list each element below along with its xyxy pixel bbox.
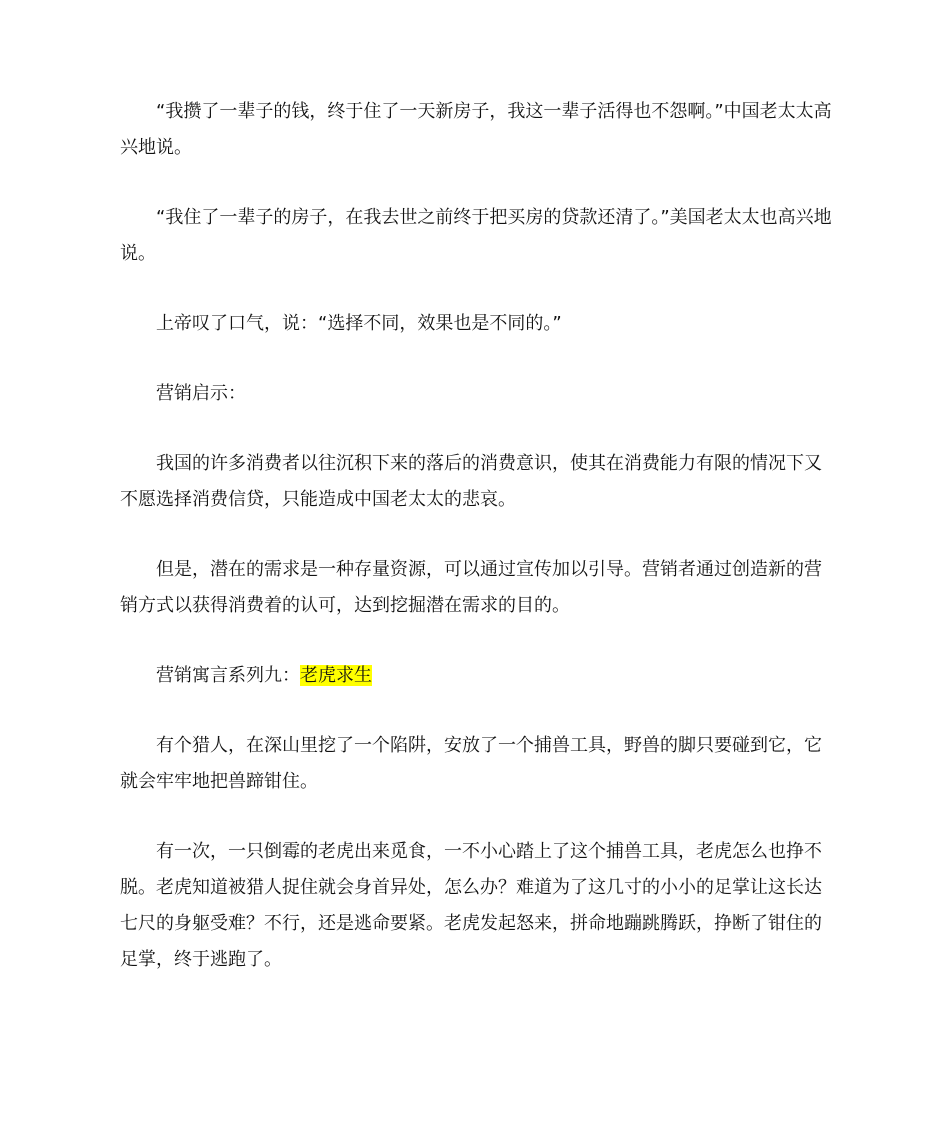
paragraph-latent-demand: 但是，潜在的需求是一种存量资源，可以通过宣传加以引导。营销者通过创造新的营销方式以获得消费着的认可，达到挖掘潜在需求的目的。 (120, 559, 822, 616)
section-heading (120, 658, 832, 694)
paragraph-marketing-insight-label: 营销启示： (156, 383, 246, 404)
paragraph-tiger-escape: 有一次，一只倒霉的老虎出来觅食，一不小心踏上了这个捕兽工具，老虎怎么也挣不脱。老虎知道被猎人捉住就会身首异处，怎么办？难道为了这几寸的小小的足掌让这长达七尺的身躯受难？不行，还是逃命要紧。老虎发起怒来，拼命地蹦跳腾跃，挣断了钳住的足掌，终于逃跑了。 (120, 841, 822, 970)
paragraph-american-grandma: “我住了一辈子的房子，在我去世之前终于把买房的贷款还清了。”美国老太太也高兴地说。 (120, 207, 832, 264)
document-body (120, 94, 832, 1012)
section-heading-highlight: 老虎求生 (300, 665, 372, 686)
paragraph-consumer-awareness: 我国的许多消费者以往沉积下来的落后的消费意识，使其在消费能力有限的情况下又不愿选择消费信贷，只能造成中国老太太的悲哀。 (120, 453, 822, 510)
paragraph-hunter-trap: 有个猎人，在深山里挖了一个陷阱，安放了一个捕兽工具，野兽的脚只要碰到它，它就会牢牢地把兽蹄钳住。 (120, 735, 822, 792)
paragraph-god-sighs: 上帝叹了口气，说：“选择不同，效果也是不同的。” (156, 313, 562, 334)
paragraph-chinese-grandma: “我攒了一辈子的钱，终于住了一天新房子，我这一辈子活得也不怨啊。”中国老太太高兴地说。 (120, 101, 832, 158)
section-heading-prefix: 营销寓言系列九： (156, 665, 300, 686)
